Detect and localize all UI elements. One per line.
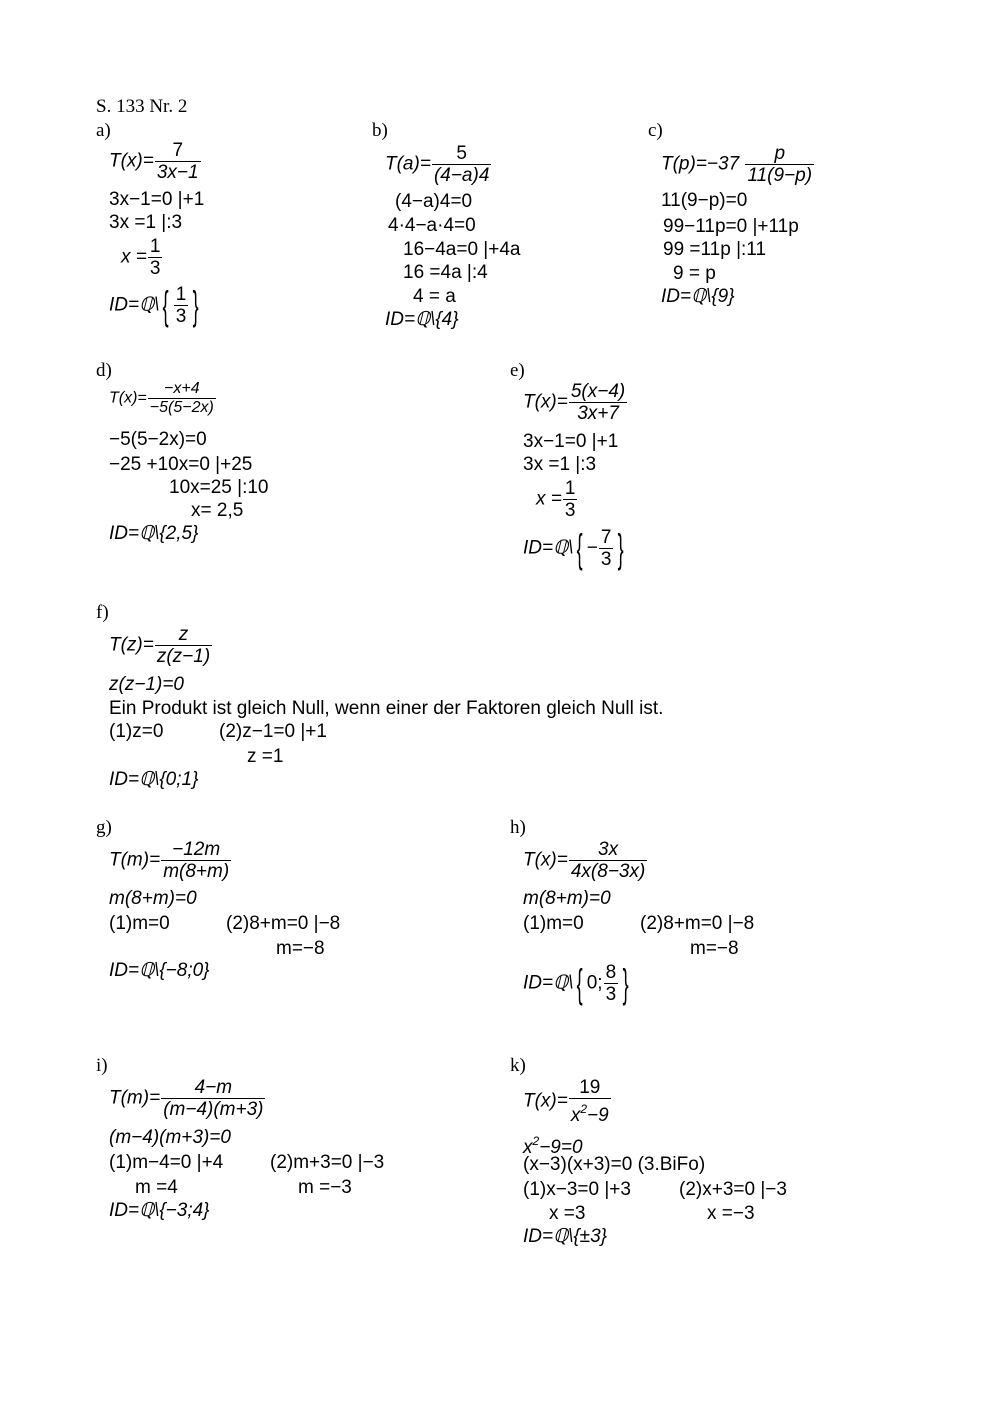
a-term-numerator: 7 <box>155 140 201 162</box>
f-explanation: Ein Produkt ist gleich Null, wenn einer der Faktoren gleich Null ist. <box>109 698 664 719</box>
a-line-1: 3x−1=0 |+1 <box>109 189 205 210</box>
c-term-numerator: p <box>745 143 814 165</box>
a-line-3-num: 1 <box>149 236 161 257</box>
d-term-fraction <box>148 380 216 417</box>
a-domain <box>109 284 203 327</box>
b-line-1: (4−a)4=0 <box>395 191 473 212</box>
label-d: d) <box>96 360 112 381</box>
d-line-2: −25 +10x=0 |+25 <box>109 454 253 475</box>
a-line-3-lhs: x = <box>121 246 147 268</box>
e-domain-sign: − <box>586 537 598 559</box>
e-line-3-fraction <box>563 478 578 521</box>
a-term-denominator: 3x−1 <box>156 162 199 183</box>
g-line-3: m=−8 <box>276 938 325 959</box>
d-line-4: x= 2,5 <box>191 500 244 521</box>
label-i: i) <box>96 1055 108 1076</box>
c-domain: ID=ℚ\{9} <box>661 286 735 307</box>
h-domain-brace-close: } <box>622 961 629 1006</box>
g-line-1: m(8+m)=0 <box>109 888 197 909</box>
c-line-4: 9 = p <box>673 263 716 284</box>
c-line-2: 99−11p=0 |+11p <box>663 216 799 237</box>
c-line-1: 11(9−p)=0 <box>661 190 748 211</box>
label-f: f) <box>96 602 109 623</box>
k-term-denominator <box>569 1099 611 1126</box>
e-domain-num: 7 <box>600 527 612 548</box>
c-term-lhs: T(p)=−37 <box>661 153 740 175</box>
f-term <box>109 624 213 667</box>
b-term <box>385 143 492 186</box>
label-g: g) <box>96 817 112 838</box>
k-line-1-base: x <box>523 1137 533 1158</box>
k-line-1-rest: −9=0 <box>539 1137 583 1158</box>
b-term-fraction <box>432 143 491 186</box>
f-term-denominator: z(z−1) <box>156 646 211 667</box>
e-term-numerator: 5(x−4) <box>570 381 626 402</box>
e-line-3-num: 1 <box>564 478 576 499</box>
f-domain: ID=ℚ\{0;1} <box>109 769 199 790</box>
a-domain-den: 3 <box>175 306 187 327</box>
a-domain-fraction <box>174 284 189 327</box>
h-line-1: m(8+m)=0 <box>523 888 611 909</box>
g-term-numerator: −12m <box>161 839 231 861</box>
k-term-numerator: 19 <box>569 1077 611 1099</box>
label-k: k) <box>510 1055 526 1076</box>
a-domain-num: 1 <box>175 284 187 305</box>
e-line-2: 3x =1 |:3 <box>523 454 597 475</box>
b-term-lhs: T(a)= <box>385 153 431 175</box>
h-domain-prefix: 0; <box>586 972 603 994</box>
h-term-lhs: T(x)= <box>523 849 568 871</box>
k-term-lhs: T(x)= <box>523 1090 568 1112</box>
g-line-2b: (2)8+m=0 |−8 <box>226 913 341 934</box>
k-term-den-exp: 2 <box>580 1102 588 1116</box>
b-line-2: 4·4−a·4=0 <box>388 215 476 236</box>
k-line-3b: (2)x+3=0 |−3 <box>679 1179 787 1200</box>
a-line-3-fraction <box>148 236 163 279</box>
h-domain <box>523 962 633 1005</box>
g-term-fraction <box>161 839 231 882</box>
label-a: a) <box>96 120 111 141</box>
c-term <box>661 143 815 186</box>
h-line-2a: (1)m=0 <box>523 913 584 934</box>
f-line-2a: (1)z=0 <box>109 721 164 742</box>
h-term-denominator: 4x(8−3x) <box>570 861 646 882</box>
e-domain-brace-open: { <box>577 526 584 571</box>
g-domain: ID=ℚ\{−8;0} <box>109 960 210 981</box>
a-domain-lhs: ID=ℚ\ <box>109 294 160 316</box>
e-domain <box>523 527 628 570</box>
h-domain-den: 3 <box>605 984 617 1005</box>
e-line-3 <box>536 478 578 521</box>
g-term <box>109 839 232 882</box>
f-term-fraction <box>155 624 212 667</box>
b-line-5: 4 = a <box>413 286 456 307</box>
b-term-numerator: 5 <box>432 143 491 165</box>
d-term-denominator: −5(5−2x) <box>149 399 214 416</box>
d-term <box>109 380 217 417</box>
i-line-3b: m =−3 <box>298 1177 352 1198</box>
label-c: c) <box>648 120 663 141</box>
g-line-2a: (1)m=0 <box>109 913 170 934</box>
d-domain: ID=ℚ\{2,5} <box>109 523 199 544</box>
b-term-denominator: (4−a)4 <box>433 165 490 186</box>
a-line-3-den: 3 <box>149 258 161 279</box>
b-domain: ID=ℚ\{4} <box>385 309 459 330</box>
page-header: S. 133 Nr. 2 <box>96 96 188 117</box>
k-line-3a: (1)x−3=0 |+3 <box>523 1179 631 1200</box>
k-term-den-base: x <box>570 1105 581 1126</box>
h-line-2b: (2)8+m=0 |−8 <box>640 913 755 934</box>
i-line-1: (m−4)(m+3)=0 <box>109 1127 231 1148</box>
e-line-3-lhs: x = <box>536 488 562 510</box>
g-term-denominator: m(8+m) <box>163 861 230 882</box>
k-term-fraction <box>569 1077 611 1126</box>
a-line-2: 3x =1 |:3 <box>109 212 183 233</box>
f-term-lhs: T(z)= <box>109 634 154 656</box>
g-term-lhs: T(m)= <box>109 849 161 871</box>
a-term-fraction <box>155 140 201 183</box>
k-line-4a: x =3 <box>549 1203 586 1224</box>
label-b: b) <box>372 120 388 141</box>
i-term-denominator: (m−4)(m+3) <box>163 1099 264 1120</box>
k-line-1-exp: 2 <box>532 1134 540 1148</box>
a-domain-brace-close: } <box>192 283 199 328</box>
f-line-2b: (2)z−1=0 |+1 <box>219 721 327 742</box>
b-line-4: 16 =4a |:4 <box>403 262 488 283</box>
h-domain-lhs: ID=ℚ\ <box>523 972 574 994</box>
c-term-fraction <box>745 143 814 186</box>
k-line-2: (x−3)(x+3)=0 (3.BiFo) <box>523 1154 706 1175</box>
d-line-1: −5(5−2x)=0 <box>109 429 207 450</box>
h-line-3: m=−8 <box>690 938 739 959</box>
a-term-lhs: T(x)= <box>109 150 154 172</box>
h-term <box>523 839 648 882</box>
e-term-fraction <box>569 381 627 424</box>
c-term-denominator: 11(9−p) <box>747 165 813 186</box>
a-term <box>109 140 202 183</box>
i-term-numerator: 4−m <box>161 1077 265 1099</box>
i-line-2b: (2)m+3=0 |−3 <box>270 1152 385 1173</box>
e-term-lhs: T(x)= <box>523 391 568 413</box>
b-line-3: 16−4a=0 |+4a <box>403 239 521 260</box>
f-line-3: z =1 <box>247 746 284 767</box>
e-domain-lhs: ID=ℚ\ <box>523 537 574 559</box>
k-term-den-rest: −9 <box>587 1105 609 1126</box>
label-h: h) <box>510 817 526 838</box>
h-term-fraction <box>569 839 647 882</box>
c-line-3: 99 =11p |:11 <box>663 239 767 260</box>
d-line-3: 10x=25 |:10 <box>169 477 269 498</box>
i-domain: ID=ℚ\{−3;4} <box>109 1200 210 1221</box>
f-term-numerator: z <box>155 624 212 646</box>
h-domain-fraction <box>604 962 619 1005</box>
e-line-1: 3x−1=0 |+1 <box>523 431 619 452</box>
e-term-denominator: 3x+7 <box>577 403 619 424</box>
label-e: e) <box>510 360 525 381</box>
i-line-2a: (1)m−4=0 |+4 <box>109 1152 224 1173</box>
e-line-3-den: 3 <box>564 500 576 521</box>
h-domain-brace-open: { <box>577 961 584 1006</box>
f-line-1: z(z−1)=0 <box>109 674 184 695</box>
d-term-lhs: T(x)= <box>109 389 147 407</box>
h-term-numerator: 3x <box>569 839 647 861</box>
a-domain-brace-open: { <box>163 283 170 328</box>
e-domain-fraction <box>599 527 614 570</box>
e-domain-brace-close: } <box>618 526 625 571</box>
a-line-3 <box>121 236 163 279</box>
i-term-fraction <box>161 1077 265 1120</box>
i-line-3a: m =4 <box>135 1177 178 1198</box>
d-term-numerator: −x+4 <box>148 380 216 399</box>
k-line-4b: x =−3 <box>707 1203 755 1224</box>
e-domain-den: 3 <box>600 549 612 570</box>
e-term <box>523 381 628 424</box>
h-domain-num: 8 <box>605 962 617 983</box>
k-domain: ID=ℚ\{±3} <box>523 1226 608 1247</box>
k-term <box>523 1077 612 1126</box>
i-term <box>109 1077 266 1120</box>
i-term-lhs: T(m)= <box>109 1087 161 1109</box>
